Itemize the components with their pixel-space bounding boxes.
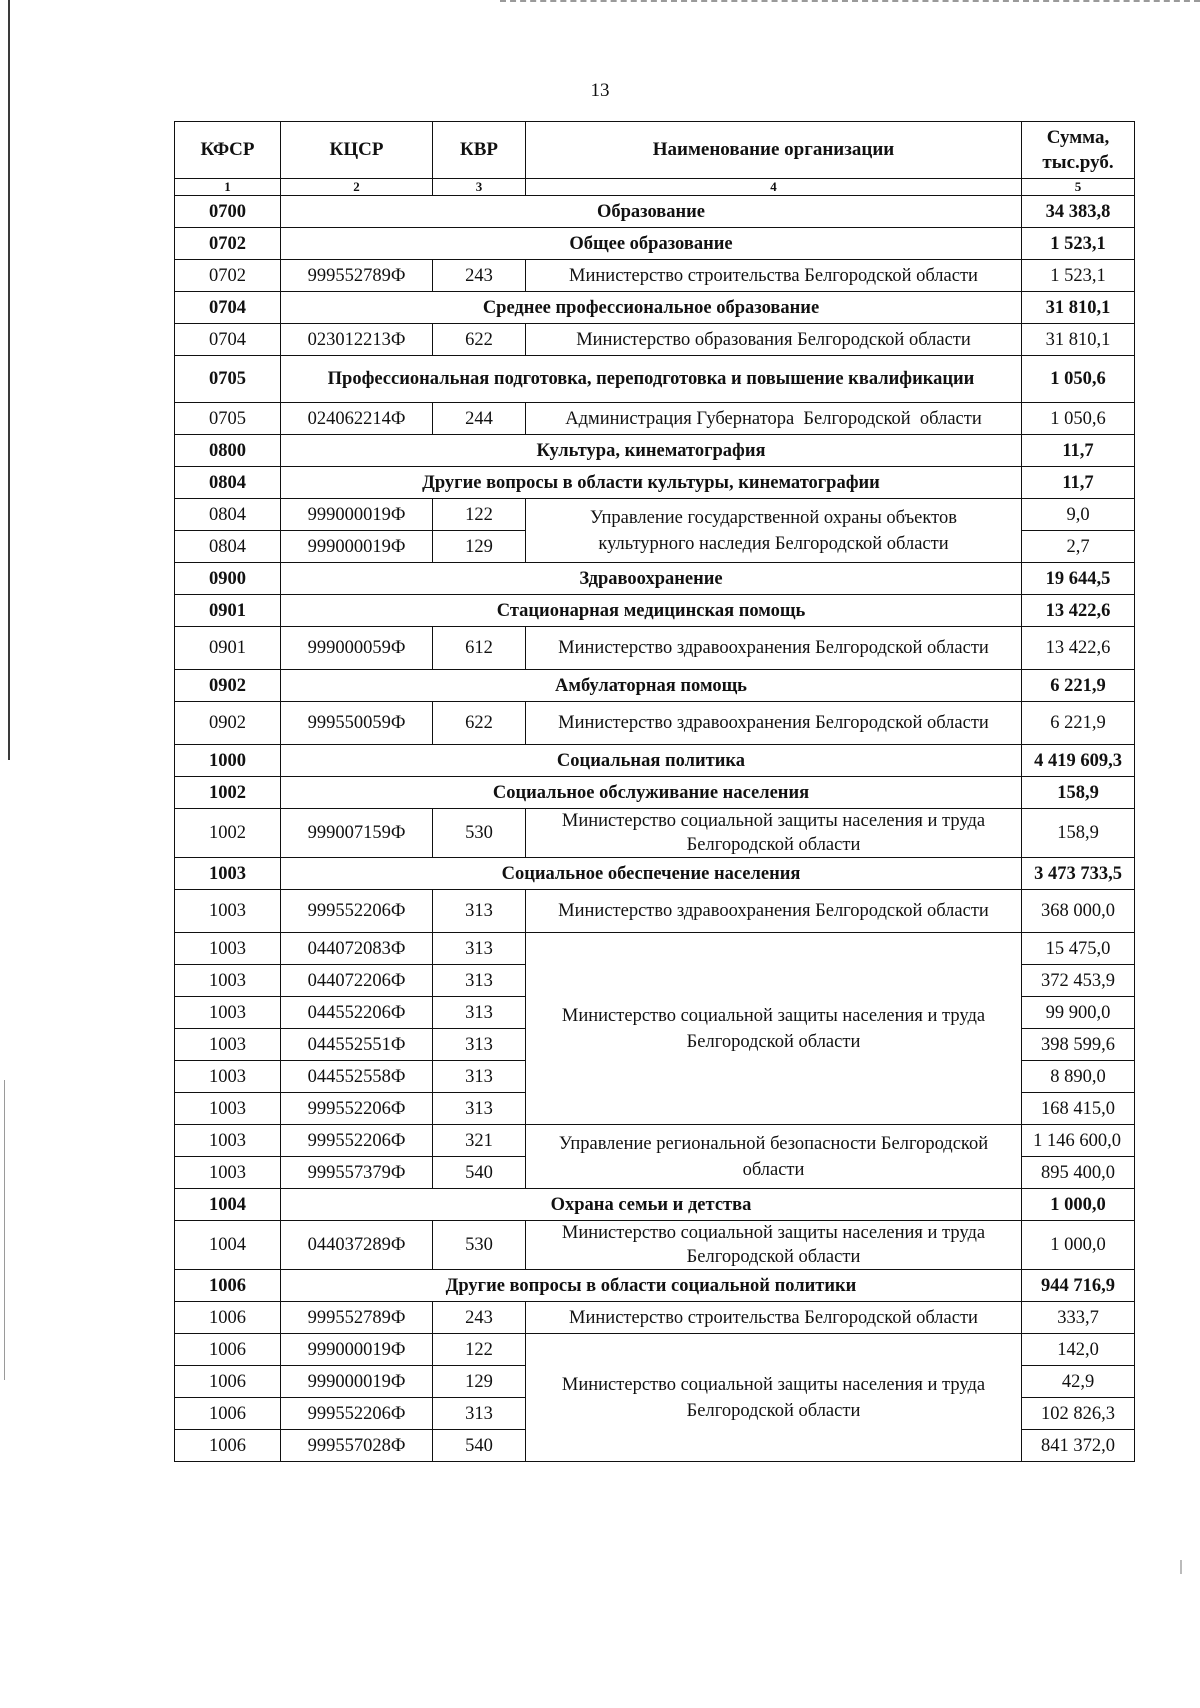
kvr-cell: 612: [433, 627, 526, 670]
kcsr-cell: 999000019Ф: [281, 531, 433, 563]
section-title: Амбулаторная помощь: [281, 670, 1022, 702]
kfsr-cell: 1006: [175, 1270, 281, 1302]
kfsr-cell: 0902: [175, 702, 281, 745]
org-cell: Администрация Губернатора Белгородской области: [526, 403, 1022, 435]
kcsr-cell: 044552558Ф: [281, 1061, 433, 1093]
sum-cell: 4 419 609,3: [1022, 745, 1135, 777]
col-num-4: 4: [526, 179, 1022, 196]
sum-cell: 158,9: [1022, 809, 1135, 858]
sum-cell: 1 000,0: [1022, 1221, 1135, 1270]
sum-cell: 333,7: [1022, 1302, 1135, 1334]
sum-cell: 368 000,0: [1022, 890, 1135, 933]
scan-artifact-top: [500, 0, 1200, 2]
org-cell: Министерство здравоохранения Белгородской области: [526, 627, 1022, 670]
sum-cell: 841 372,0: [1022, 1430, 1135, 1462]
kfsr-cell: 0705: [175, 403, 281, 435]
sum-cell: 6 221,9: [1022, 670, 1135, 702]
kcsr-cell: 999552789Ф: [281, 1302, 433, 1334]
org-cell: Управление государственной охраны объектов культурного наследия Белгородской области: [526, 499, 1022, 563]
kcsr-cell: 999000019Ф: [281, 1366, 433, 1398]
kvr-cell: 243: [433, 1302, 526, 1334]
sum-cell: 13 422,6: [1022, 595, 1135, 627]
kfsr-cell: 0705: [175, 356, 281, 403]
header-kfsr: КФСР: [175, 122, 281, 179]
sum-cell: 1 000,0: [1022, 1189, 1135, 1221]
sum-cell: 142,0: [1022, 1334, 1135, 1366]
kcsr-cell: 044037289Ф: [281, 1221, 433, 1270]
kvr-cell: 129: [433, 531, 526, 563]
kfsr-cell: 1006: [175, 1430, 281, 1462]
section-title: Образование: [281, 196, 1022, 228]
sum-cell: 372 453,9: [1022, 965, 1135, 997]
kfsr-cell: 0700: [175, 196, 281, 228]
section-title: Профессиональная подготовка, переподготовка и повышение квалификации: [281, 356, 1022, 403]
section-title: Среднее профессиональное образование: [281, 292, 1022, 324]
kcsr-cell: 044072206Ф: [281, 965, 433, 997]
sum-cell: 944 716,9: [1022, 1270, 1135, 1302]
header-row: [175, 122, 1135, 179]
sum-cell: 1 050,6: [1022, 403, 1135, 435]
section-title: Здравоохранение: [281, 563, 1022, 595]
sum-cell: 895 400,0: [1022, 1157, 1135, 1189]
kcsr-cell: 044552206Ф: [281, 997, 433, 1029]
kcsr-cell: 024062214Ф: [281, 403, 433, 435]
col-num-1: 1: [175, 179, 281, 196]
sum-cell: 1 523,1: [1022, 228, 1135, 260]
kcsr-cell: 999552206Ф: [281, 1125, 433, 1157]
sum-cell: 1 146 600,0: [1022, 1125, 1135, 1157]
col-num-5: 5: [1022, 179, 1135, 196]
kvr-cell: 540: [433, 1157, 526, 1189]
table-row: [175, 499, 1135, 531]
sum-cell: 8 890,0: [1022, 1061, 1135, 1093]
kfsr-cell: 1002: [175, 777, 281, 809]
table-row: [175, 890, 1135, 933]
kfsr-cell: 1004: [175, 1189, 281, 1221]
kvr-cell: 313: [433, 1029, 526, 1061]
kcsr-cell: 999557028Ф: [281, 1430, 433, 1462]
kvr-cell: 313: [433, 1061, 526, 1093]
kcsr-cell: 044072083Ф: [281, 933, 433, 965]
section-title: Другие вопросы в области социальной политики: [281, 1270, 1022, 1302]
header-sum: Сумма, тыс.руб.: [1022, 122, 1135, 179]
kvr-cell: 321: [433, 1125, 526, 1157]
kfsr-cell: 0804: [175, 467, 281, 499]
kfsr-cell: 0704: [175, 292, 281, 324]
kcsr-cell: 999552206Ф: [281, 1093, 433, 1125]
sum-cell: 31 810,1: [1022, 324, 1135, 356]
kfsr-cell: 1000: [175, 745, 281, 777]
table-row: [175, 403, 1135, 435]
sum-cell: 19 644,5: [1022, 563, 1135, 595]
kfsr-cell: 1006: [175, 1334, 281, 1366]
kfsr-cell: 1004: [175, 1221, 281, 1270]
sum-cell: 31 810,1: [1022, 292, 1135, 324]
sum-cell: 2,7: [1022, 531, 1135, 563]
section-row: [175, 228, 1135, 260]
kfsr-cell: 1003: [175, 997, 281, 1029]
kfsr-cell: 0804: [175, 499, 281, 531]
table-row: [175, 260, 1135, 292]
kfsr-cell: 1003: [175, 858, 281, 890]
header-kvr: КВР: [433, 122, 526, 179]
kfsr-cell: 0800: [175, 435, 281, 467]
kfsr-cell: 0702: [175, 260, 281, 292]
kfsr-cell: 0902: [175, 670, 281, 702]
kcsr-cell: 999000019Ф: [281, 1334, 433, 1366]
sum-cell: 15 475,0: [1022, 933, 1135, 965]
kfsr-cell: 1003: [175, 1061, 281, 1093]
kfsr-cell: 0804: [175, 531, 281, 563]
kfsr-cell: 0901: [175, 595, 281, 627]
kvr-cell: 313: [433, 933, 526, 965]
kvr-cell: 244: [433, 403, 526, 435]
kfsr-cell: 1003: [175, 1125, 281, 1157]
scan-artifact-left: [8, 0, 10, 760]
kcsr-cell: 999007159Ф: [281, 809, 433, 858]
kcsr-cell: 999557379Ф: [281, 1157, 433, 1189]
kvr-cell: 129: [433, 1366, 526, 1398]
col-num-2: 2: [281, 179, 433, 196]
kfsr-cell: 0901: [175, 627, 281, 670]
kcsr-cell: 999552789Ф: [281, 260, 433, 292]
table-row: [175, 1221, 1135, 1270]
table-row: [175, 1125, 1135, 1157]
sum-cell: 158,9: [1022, 777, 1135, 809]
header-name: Наименование организации: [526, 122, 1022, 179]
scan-artifact-tick: [1180, 1560, 1182, 1574]
sum-cell: 11,7: [1022, 467, 1135, 499]
org-cell: Министерство образования Белгородской области: [526, 324, 1022, 356]
section-row: [175, 745, 1135, 777]
org-cell: Министерство здравоохранения Белгородской области: [526, 890, 1022, 933]
kvr-cell: 530: [433, 809, 526, 858]
kcsr-cell: 999000059Ф: [281, 627, 433, 670]
sum-cell: 13 422,6: [1022, 627, 1135, 670]
section-title: Культура, кинематография: [281, 435, 1022, 467]
kvr-cell: 243: [433, 260, 526, 292]
section-row: [175, 356, 1135, 403]
sum-cell: 9,0: [1022, 499, 1135, 531]
org-cell: Министерство строительства Белгородской области: [526, 260, 1022, 292]
kvr-cell: 313: [433, 1398, 526, 1430]
kfsr-cell: 1006: [175, 1366, 281, 1398]
kvr-cell: 530: [433, 1221, 526, 1270]
sum-cell: 3 473 733,5: [1022, 858, 1135, 890]
header-kcsr: КЦСР: [281, 122, 433, 179]
section-row: [175, 196, 1135, 228]
kfsr-cell: 1006: [175, 1398, 281, 1430]
table-row: [175, 627, 1135, 670]
section-row: [175, 595, 1135, 627]
col-num-3: 3: [433, 179, 526, 196]
kfsr-cell: 1003: [175, 1157, 281, 1189]
section-row: [175, 435, 1135, 467]
kvr-cell: 313: [433, 890, 526, 933]
kvr-cell: 313: [433, 1093, 526, 1125]
sum-cell: 34 383,8: [1022, 196, 1135, 228]
org-cell: Министерство социальной защиты населения и труда Белгородской области: [526, 933, 1022, 1125]
kvr-cell: 622: [433, 702, 526, 745]
sum-cell: 11,7: [1022, 435, 1135, 467]
kfsr-cell: 1003: [175, 965, 281, 997]
kcsr-cell: 999552206Ф: [281, 890, 433, 933]
table-row: [175, 1302, 1135, 1334]
column-number-row: [175, 179, 1135, 196]
kcsr-cell: 999000019Ф: [281, 499, 433, 531]
kvr-cell: 122: [433, 1334, 526, 1366]
kvr-cell: 122: [433, 499, 526, 531]
kvr-cell: 622: [433, 324, 526, 356]
budget-table: [174, 121, 1135, 1462]
table-row: [175, 809, 1135, 858]
section-row: [175, 292, 1135, 324]
kfsr-cell: 1002: [175, 809, 281, 858]
kcsr-cell: 999552206Ф: [281, 1398, 433, 1430]
section-title: Социальная политика: [281, 745, 1022, 777]
table-row: [175, 324, 1135, 356]
table-row: [175, 1334, 1135, 1366]
section-row: [175, 1270, 1135, 1302]
sum-cell: 6 221,9: [1022, 702, 1135, 745]
kfsr-cell: 1003: [175, 890, 281, 933]
section-title: Социальное обеспечение населения: [281, 858, 1022, 890]
section-row: [175, 467, 1135, 499]
kfsr-cell: 0704: [175, 324, 281, 356]
org-cell: Министерство социальной защиты населения и труда Белгородской области: [526, 1334, 1022, 1462]
kvr-cell: 540: [433, 1430, 526, 1462]
kfsr-cell: 0702: [175, 228, 281, 260]
kfsr-cell: 0900: [175, 563, 281, 595]
kcsr-cell: 023012213Ф: [281, 324, 433, 356]
section-row: [175, 563, 1135, 595]
org-cell: Министерство здравоохранения Белгородской области: [526, 702, 1022, 745]
kcsr-cell: 999550059Ф: [281, 702, 433, 745]
section-row: [175, 777, 1135, 809]
org-cell: Министерство строительства Белгородской области: [526, 1302, 1022, 1334]
kfsr-cell: 1003: [175, 1029, 281, 1061]
sum-cell: 398 599,6: [1022, 1029, 1135, 1061]
kvr-cell: 313: [433, 997, 526, 1029]
section-title: Стационарная медицинская помощь: [281, 595, 1022, 627]
section-title: Общее образование: [281, 228, 1022, 260]
org-cell: Министерство социальной защиты населения и труда Белгородской области: [526, 809, 1022, 858]
kfsr-cell: 1006: [175, 1302, 281, 1334]
sum-cell: 99 900,0: [1022, 997, 1135, 1029]
table-row: [175, 702, 1135, 745]
sum-cell: 1 050,6: [1022, 356, 1135, 403]
section-row: [175, 858, 1135, 890]
kfsr-cell: 1003: [175, 933, 281, 965]
sum-cell: 1 523,1: [1022, 260, 1135, 292]
sum-cell: 168 415,0: [1022, 1093, 1135, 1125]
page-number: 13: [590, 80, 610, 101]
section-title: Социальное обслуживание населения: [281, 777, 1022, 809]
org-cell: Министерство социальной защиты населения и труда Белгородской области: [526, 1221, 1022, 1270]
scan-artifact-left-2: [4, 1080, 5, 1380]
section-row: [175, 1189, 1135, 1221]
table-row: [175, 933, 1135, 965]
sum-cell: 102 826,3: [1022, 1398, 1135, 1430]
kcsr-cell: 044552551Ф: [281, 1029, 433, 1061]
section-row: [175, 670, 1135, 702]
kfsr-cell: 1003: [175, 1093, 281, 1125]
section-title: Охрана семьи и детства: [281, 1189, 1022, 1221]
section-title: Другие вопросы в области культуры, кинематографии: [281, 467, 1022, 499]
sum-cell: 42,9: [1022, 1366, 1135, 1398]
org-cell: Управление региональной безопасности Белгородской области: [526, 1125, 1022, 1189]
kvr-cell: 313: [433, 965, 526, 997]
